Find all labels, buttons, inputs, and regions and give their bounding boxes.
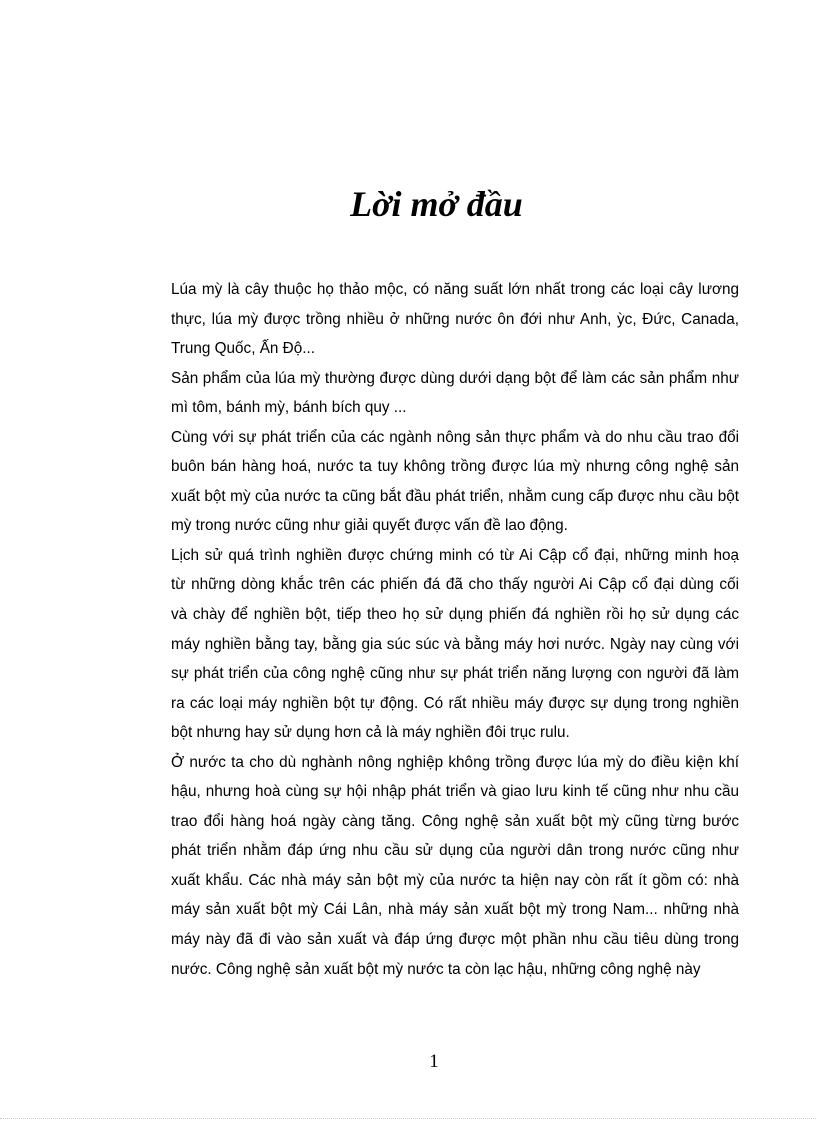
- text-line-2: thực, lúa mỳ được trồng nhiều ở những nước ôn đới như Anh, ỳc, Đức, Canada,: [171, 310, 739, 328]
- text-line-21: xuất khẩu. Các nhà máy sản bột mỳ của nước ta hiện nay còn rất ít gồm có: nhà: [171, 871, 739, 889]
- text-line-19: trao đổi hàng hoá ngày càng tăng. Công nghệ sản xuất bột mỳ cũng từng bước: [171, 812, 739, 830]
- text-line-8: xuất bột mỳ của nước ta cũng bắt đầu phát triển, nhằm cung cấp được nhu cầu bột: [171, 487, 739, 505]
- body-text: [171, 275, 739, 984]
- text-line-20: phát triển nhằm đáp ứng nhu cầu sử dụng của người dân trong nước cũng như: [171, 842, 739, 860]
- page-bottom-divider: [0, 1118, 816, 1119]
- text-line-14: sự phát triển của công nghệ cũng như sự phát triển năng lượng con người đã làm: [171, 665, 739, 683]
- text-line-12: và chày để nghiền bột, tiếp theo họ sử dụng phiến đá nghiền rồi họ sử dụng các: [171, 606, 739, 624]
- text-line-3: Trung Quốc, Ấn Độ...: [171, 340, 315, 358]
- text-line-16: bột nhưng hay sử dụng hơn cả là máy nghiền đôi trục rulu.: [171, 724, 570, 742]
- text-line-11: từ những dòng khắc trên các phiến đá đã cho thấy người Ai Cập cổ đại dùng cối: [171, 576, 739, 594]
- text-line-13: máy nghiền bằng tay, bằng gia súc súc và bằng máy hơi nước. Ngày nay cùng với: [171, 635, 739, 653]
- text-line-5: mì tôm, bánh mỳ, bánh bích quy ...: [171, 399, 407, 417]
- text-line-1: Lúa mỳ là cây thuộc họ thảo mộc, có năng suất lớn nhất trong các loại cây lương: [171, 281, 739, 298]
- page-title: Lời mở đầu: [350, 184, 523, 224]
- text-line-23: máy này đã đi vào sản xuất và đáp ứng được một phần nhu cầu tiêu dùng trong: [171, 931, 739, 949]
- text-line-7: buôn bán hàng hoá, nước ta tuy không trồng được lúa mỳ nhưng công nghệ sản: [171, 458, 739, 476]
- text-line-4: Sản phẩm của lúa mỳ thường được dùng dưới dạng bột để làm các sản phẩm như: [171, 369, 739, 387]
- text-line-24: nước. Công nghệ sản xuất bột mỳ nước ta còn lạc hậu, những công nghệ này: [171, 960, 701, 978]
- page-number: 1: [429, 1051, 439, 1072]
- text-line-22: máy sản xuất bột mỳ Cái Lân, nhà máy sản xuất bột mỳ trong Nam... những nhà: [171, 901, 739, 919]
- text-line-17: Ở nước ta cho dù nghành nông nghiệp không trồng được lúa mỳ do điều kiện khí: [171, 753, 739, 771]
- text-line-9: mỳ trong nước cũng như giải quyết được vấn đề lao động.: [171, 517, 568, 535]
- text-line-15: ra các loại máy nghiền bột tự động. Có rất nhiều máy được sự dụng trong nghiền: [171, 694, 739, 712]
- text-line-6: Cùng với sự phát triển của các ngành nông sản thực phẩm và do nhu cầu trao đổi: [171, 428, 739, 446]
- text-line-10: Lịch sử quá trình nghiền được chứng minh có từ Ai Cập cổ đại, những minh hoạ: [171, 546, 739, 564]
- text-line-18: hậu, nhưng hoà cùng sự hội nhập phát triển và giao lưu kinh tế cũng như nhu cầu: [171, 783, 739, 801]
